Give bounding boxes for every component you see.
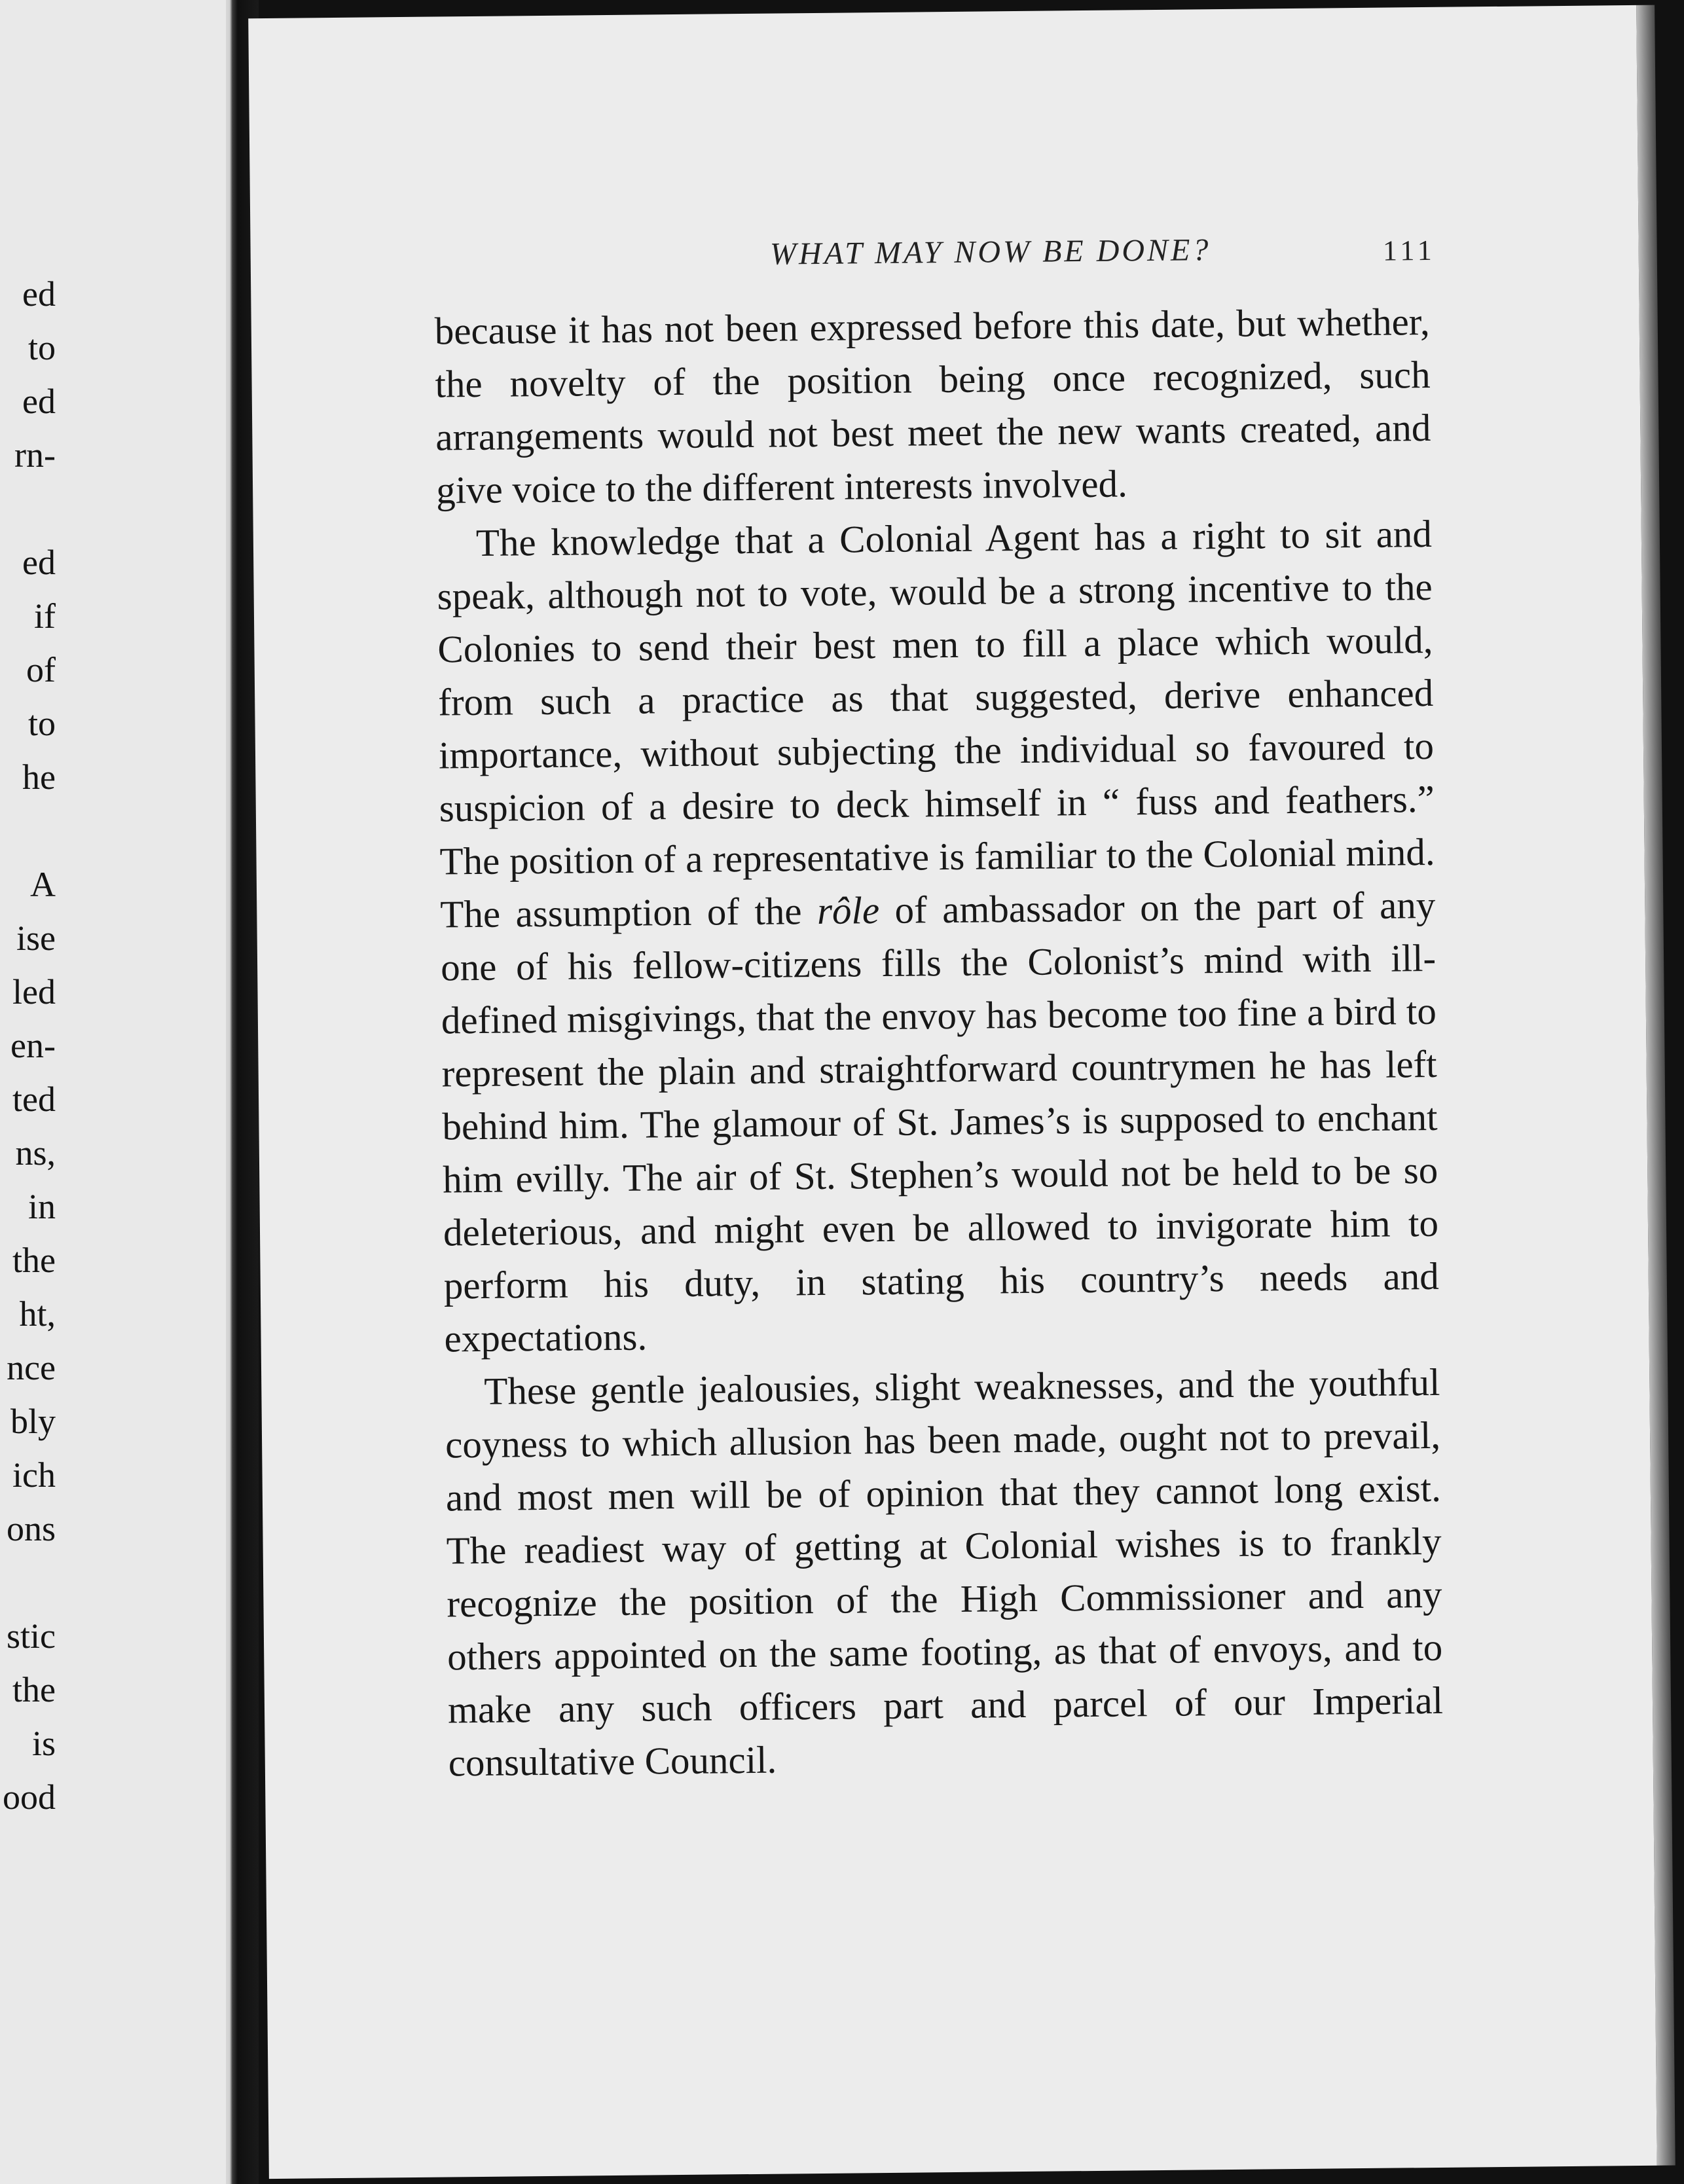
facing-line: of: [26, 650, 56, 689]
facing-line: if: [34, 596, 56, 636]
running-head: [250, 228, 1586, 287]
facing-line: [0, 482, 56, 536]
facing-page-line-ends: [0, 267, 56, 1824]
facing-line: ise: [16, 919, 56, 958]
facing-line: rn-: [14, 435, 56, 475]
facing-line: ich: [12, 1455, 56, 1495]
facing-line: ood: [3, 1777, 56, 1817]
running-head-title: WHAT MAY NOW BE DONE?: [769, 232, 1211, 272]
italic-term: rôle: [816, 888, 880, 932]
facing-line: ted: [12, 1080, 56, 1119]
paragraph-text: of ambassador on the part of any one of his fellow-citizens fills the Colonist’s mind with ill-defined misgivings, that the envoy has become too fine a bird to represent the plain and straightforward countrymen he has left behind him. The glamour of St. James’s is supposed to enchant him evilly. The air of St. Stephen’s would not be held to be so deleterious, and might even be allowed to invigorate him to perform his duty, in stating his country’s needs and expectations.: [440, 883, 1440, 1360]
facing-page-fragment: [0, 0, 226, 2184]
facing-line: ed: [22, 382, 56, 421]
facing-line: ons: [6, 1509, 56, 1548]
facing-line: led: [12, 972, 56, 1011]
body-text: [434, 295, 1444, 1789]
facing-line: en-: [10, 1026, 56, 1065]
paragraph: These gentle jealousies, slight weaknesses, and the youthful coyness to which allusion has been made, ought not to prevail, and most men will be of opinion that they cannot long exist. The readiest way of getting at Colonial wishes is to frankly recognize the position of the High Commissioner and any others appointed on the same footing, as that of envoys, and to make any such officers part and parcel of our Imperial consultative Council.: [445, 1360, 1444, 1785]
page-edge: [1636, 5, 1675, 2166]
facing-line: in: [27, 1187, 56, 1226]
facing-line: ns,: [15, 1133, 56, 1173]
book-page: [248, 5, 1657, 2179]
facing-line: [0, 804, 56, 858]
facing-line: the: [12, 1670, 56, 1709]
facing-line: bly: [10, 1402, 56, 1441]
paragraph-text: The knowledge that a Colonial Agent has a right to sit and speak, although not to vote, would be a strong incentive to the Colonies to send their best men to fill a place which would, from such a practice as that suggested, derive enhanced importance, without subjecting the individual so favoured to suspicion of a desire to deck himself in “ fuss and feathers.” The position of a representative is familiar to the Colonial mind. The assumption of the: [437, 511, 1435, 936]
facing-line: the: [12, 1241, 56, 1280]
facing-line: [0, 1556, 56, 1609]
facing-line: ed: [22, 543, 56, 582]
page-number: 111: [1382, 234, 1436, 267]
facing-line: nce: [7, 1348, 56, 1387]
facing-line: he: [22, 757, 56, 797]
paragraph: [437, 507, 1440, 1366]
facing-line: to: [27, 328, 56, 367]
facing-line: to: [27, 704, 56, 743]
paragraph-continued: because it has not been expressed before this date, but whether, the novelty of the position being once recognized, such arrangements would not best meet the new wants created, and give voice to the different interests involved.: [434, 299, 1431, 512]
facing-line: is: [31, 1724, 56, 1763]
facing-line: ed: [22, 274, 56, 314]
facing-line: A: [30, 865, 56, 904]
facing-line: ht,: [19, 1294, 56, 1334]
facing-line: stic: [7, 1616, 56, 1656]
